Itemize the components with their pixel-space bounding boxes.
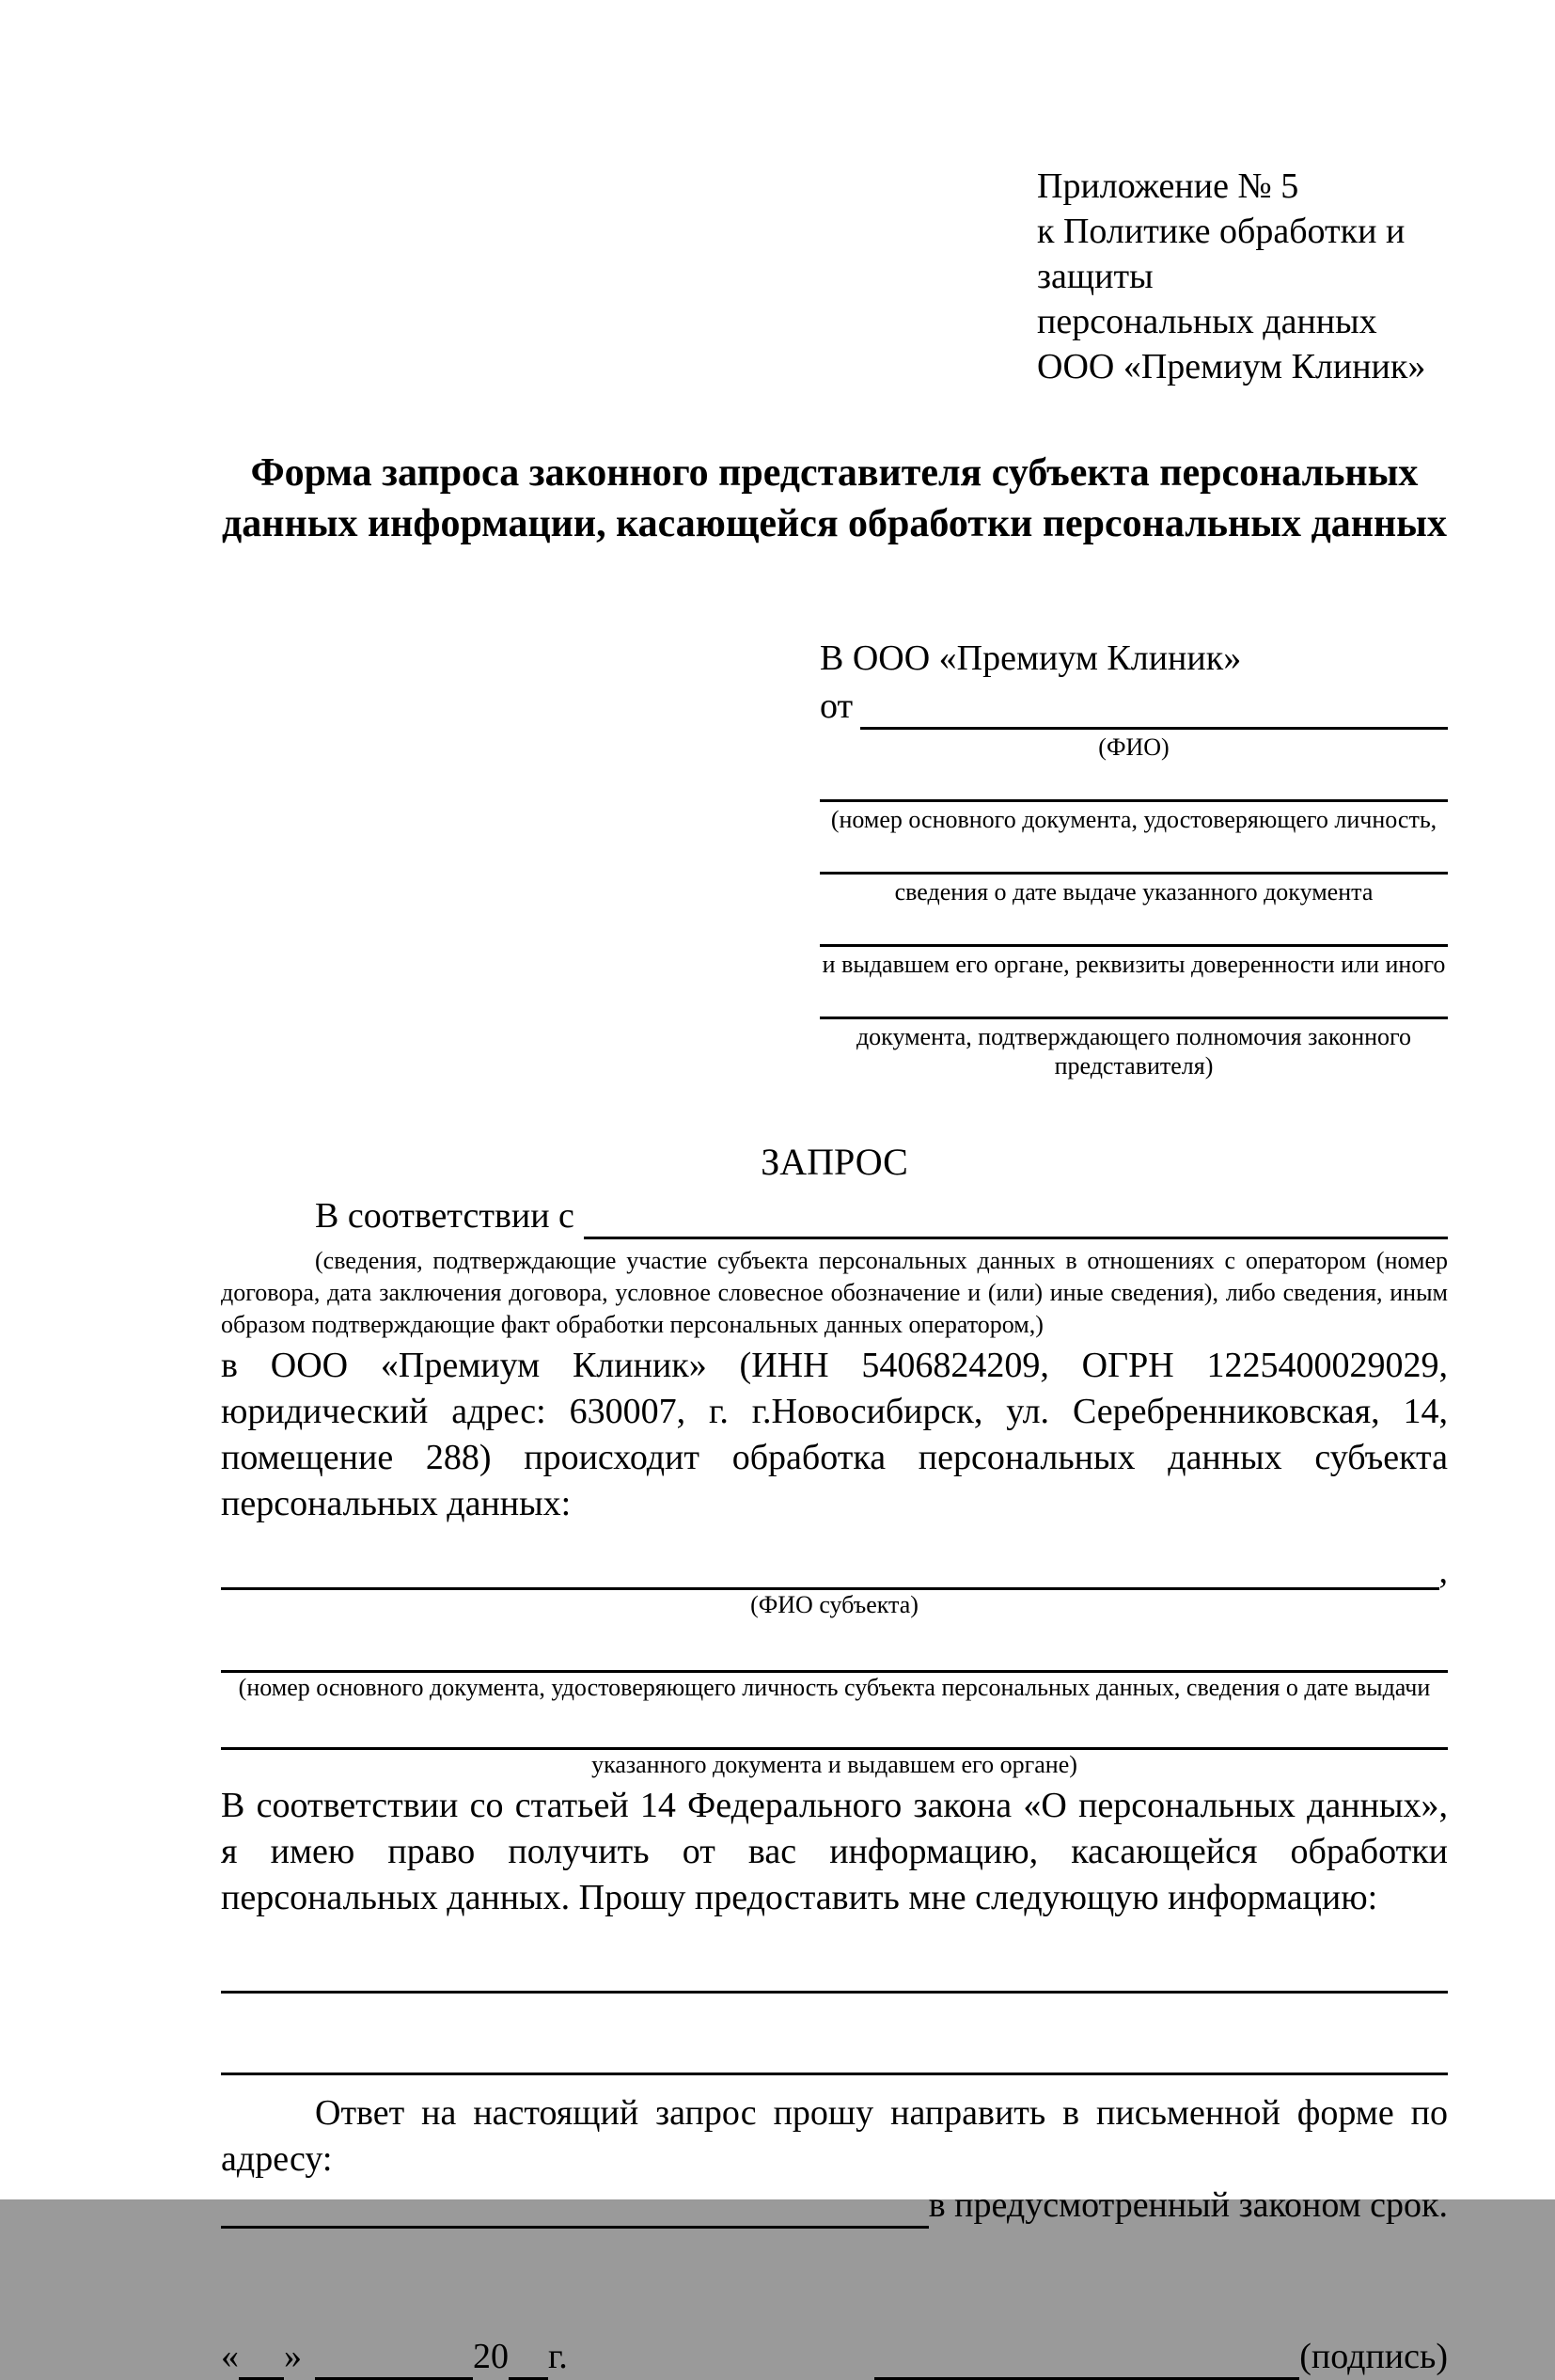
signature-group <box>874 2334 1448 2380</box>
date-day-fill-line <box>239 2343 284 2380</box>
appendix-block <box>1037 164 1448 389</box>
accordance-row <box>221 1193 1448 1239</box>
trailing-comma: , <box>1438 1552 1448 1591</box>
subject-fio-row <box>221 1552 1448 1590</box>
appendix-line: Приложение № 5 <box>1037 166 1299 206</box>
accordance-label: В соответствии с <box>315 1196 574 1236</box>
date-group <box>221 2334 568 2380</box>
signature-caption: (подпись) <box>1299 2337 1448 2376</box>
accordance-fill-line <box>584 1197 1448 1239</box>
reply-address-fill-line <box>221 2188 929 2229</box>
accordance-caption: (сведения, подтверждающие участие субъекта персональных данных в отношениях с оператором (номер договора, дата заключения договора, условное словесное обозначение и (или) иные сведения), либо сведения, иным образом подтверждающие факт обработки персональных данных оператором,) <box>221 1247 1448 1338</box>
document-content <box>221 149 1448 2380</box>
signature-fill-line <box>874 2343 1299 2380</box>
law-paragraph: В соответствии со статьей 14 Федерального закона «О персональных данных», я имею право получить от вас информацию, касающейся обработки персональных данных. Прошу предоставить мне следующую информацию: <box>221 1786 1448 1917</box>
information-fill-line-1 <box>221 1964 1448 1994</box>
subject-fio-caption: (ФИО субъекта) <box>750 1591 919 1618</box>
date-open-quote: « <box>221 2337 239 2376</box>
addressee-block <box>820 636 1448 1080</box>
appendix-line: персональных данных <box>1037 302 1377 341</box>
date-month-fill-line <box>315 2343 473 2380</box>
representative-doc-fill-line-3 <box>820 918 1448 947</box>
date-year-suffix: г. <box>548 2337 568 2376</box>
representative-doc-caption-4: документа, подтверждающего полномочия законного представителя) <box>856 1023 1412 1080</box>
representative-doc-caption-1: (номер основного документа, удостоверяющего личность, <box>830 806 1437 833</box>
from-label: от <box>820 686 854 726</box>
representative-doc-caption-3: и выдавшем его органе, реквизиты доверенности или иного <box>822 951 1446 978</box>
request-heading: ЗАПРОС <box>761 1141 908 1183</box>
subject-doc-fill-line-2 <box>221 1721 1448 1750</box>
fio-caption: (ФИО) <box>1098 733 1170 761</box>
reply-address-row <box>221 2183 1448 2229</box>
appendix-line: ООО «Премиум Клиник» <box>1037 347 1426 386</box>
operator-paragraph: в ООО «Премиум Клиник» (ИНН 5406824209, ОГРН 1225400029029, юридический адрес: 630007, г. г.Новосибирск, ул. Серебренниковская, 14, помещение 288) происходит обработка персональных данных субъекта персональных данных: <box>221 1346 1448 1523</box>
footer-row <box>221 2334 1448 2380</box>
representative-doc-caption-2: сведения о дате выдаче указанного документа <box>894 878 1374 906</box>
representative-doc-fill-line-4 <box>820 990 1448 1019</box>
date-year-prefix: 20 <box>473 2337 509 2376</box>
subject-doc-fill-line-1 <box>221 1644 1448 1673</box>
representative-fio-fill-line <box>860 691 1448 730</box>
subject-doc-caption-1: (номер основного документа, удостоверяющего личность субъекта персональных данных, сведения о дате выдачи <box>238 1674 1431 1701</box>
from-row <box>820 684 1448 730</box>
date-close-quote: » <box>284 2337 302 2376</box>
subject-fio-fill-line <box>221 1552 1439 1590</box>
information-fill-line-2 <box>221 2046 1448 2075</box>
representative-doc-fill-line-2 <box>820 845 1448 875</box>
reply-paragraph: Ответ на настоящий запрос прошу направить в письменной форме по адресу: <box>221 2093 1448 2179</box>
date-year-fill-line <box>509 2343 548 2380</box>
representative-doc-fill-line-1 <box>820 773 1448 802</box>
addressee-to: В ООО «Премиум Клиник» <box>820 638 1242 678</box>
subject-doc-caption-2: указанного документа и выдавшем его органе) <box>591 1751 1077 1778</box>
reply-tail: в предусмотренный законом срок. <box>928 2185 1448 2225</box>
appendix-line: к Политике обработки и защиты <box>1037 212 1406 296</box>
document-title: Форма запроса законного представителя субъекта персональных данных информации, касающейся обработки персональных данных <box>222 451 1447 545</box>
